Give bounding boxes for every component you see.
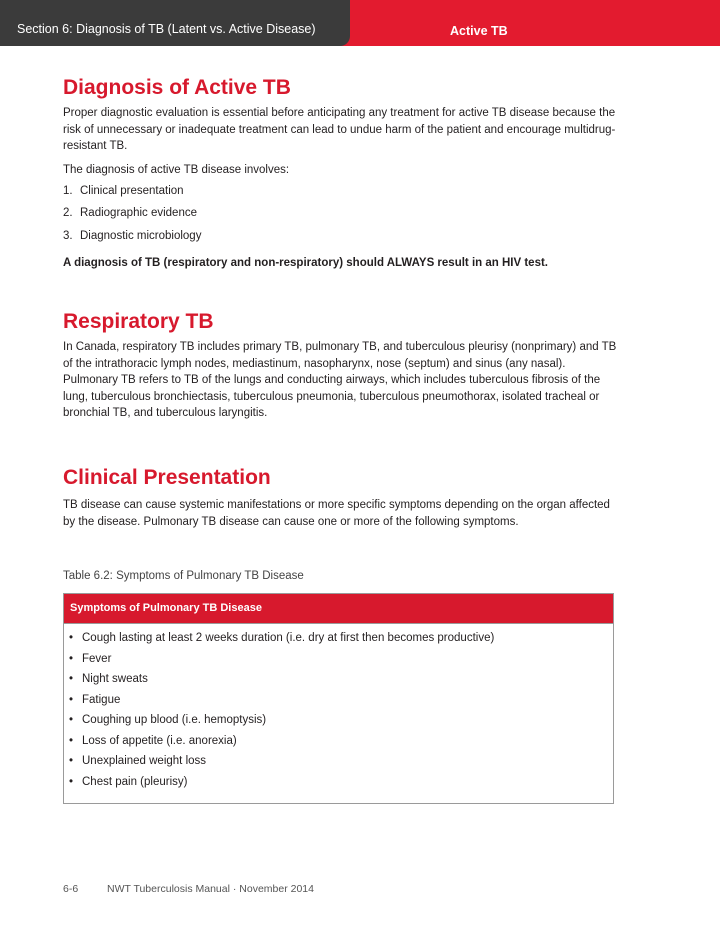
symptom-text: Cough lasting at least 2 weeks duration (i.e. dry at first then becomes productive): [82, 632, 495, 644]
list-item: [63, 207, 197, 219]
list-text: Diagnostic microbiology: [80, 230, 202, 242]
symptom-text: Coughing up blood (i.e. hemoptysis): [82, 714, 267, 726]
table-row: [69, 694, 120, 706]
bullet: •: [69, 714, 74, 726]
footer-publication: NWT Tuberculosis Manual · November 2014: [107, 883, 314, 895]
bullet: •: [69, 755, 74, 767]
table-row: [69, 632, 494, 644]
hiv-note: A diagnosis of TB (respiratory and non-respiratory) should ALWAYS result in an HIV test.: [63, 257, 548, 269]
chapter-label: Active TB: [450, 24, 508, 38]
table-row: [69, 735, 237, 747]
bullet: •: [69, 694, 74, 706]
symptom-text: Unexplained weight loss: [82, 755, 207, 767]
list-number: 3.: [63, 230, 73, 242]
list-item: [63, 230, 201, 242]
bullet: •: [69, 776, 74, 788]
table-row: [69, 755, 206, 767]
section-tab: [0, 0, 350, 46]
table-row: [69, 673, 148, 685]
bullet: •: [69, 653, 74, 665]
list-number: 2.: [63, 207, 73, 219]
list-number: 1.: [63, 185, 73, 197]
table-row: [69, 714, 266, 726]
symptom-text: Night sweats: [82, 673, 148, 685]
diagnosis-heading: Diagnosis of Active TB: [63, 76, 291, 99]
clinical-body: TB disease can cause systemic manifestations or more specific symptoms depending on the organ affected by the disease. Pulmonary TB disease can cause one or more of the following symptoms.: [63, 499, 610, 528]
clinical-heading: Clinical Presentation: [63, 466, 271, 489]
symptom-text: Chest pain (pleurisy): [82, 776, 188, 788]
section-label: Section 6: Diagnosis of TB (Latent vs. Active Disease): [17, 22, 316, 36]
symptom-text: Fever: [82, 653, 112, 665]
symptom-text: Fatigue: [82, 694, 121, 706]
page-number: 6-6: [63, 883, 79, 895]
page-header: [0, 0, 720, 46]
table-caption: Table 6.2: Symptoms of Pulmonary TB Disease: [63, 570, 304, 582]
table-row: [69, 776, 187, 788]
symptoms-table: [63, 593, 614, 804]
list-item: [63, 185, 184, 197]
respiratory-heading: Respiratory TB: [63, 310, 214, 333]
table-row: [69, 653, 111, 665]
list-text: Radiographic evidence: [80, 207, 197, 219]
bullet: •: [69, 632, 74, 644]
symptom-text: Loss of appetite (i.e. anorexia): [82, 735, 237, 747]
respiratory-body: In Canada, respiratory TB includes primary TB, pulmonary TB, and tuberculous pleurisy (nonprimary) and TB of the intrathoracic lymph nodes, mediastinum, nasopharynx, nose (septum) and sinus (any nasal). Pulmonary TB refers to TB of the lungs and conducting airways, which includes tuberculous fibrosis of the lung, tuberculous bronchiectasis, tuberculous pneumonia, tuberculous pneumothorax, isolated tracheal or bronchial TB, and tuberculous laryngitis.: [63, 341, 617, 419]
bullet: •: [69, 673, 74, 685]
list-text: Clinical presentation: [80, 185, 184, 197]
bullet: •: [69, 735, 74, 747]
diagnosis-intro: Proper diagnostic evaluation is essential before anticipating any treatment for active TB disease because the risk of unnecessary or inadequate treatment can lead to undue harm of the patient and encourage multidrug-resistant TB.: [63, 107, 616, 152]
table-header: Symptoms of Pulmonary TB Disease: [64, 594, 613, 624]
diagnosis-involves: The diagnosis of active TB disease involves:: [63, 164, 290, 176]
